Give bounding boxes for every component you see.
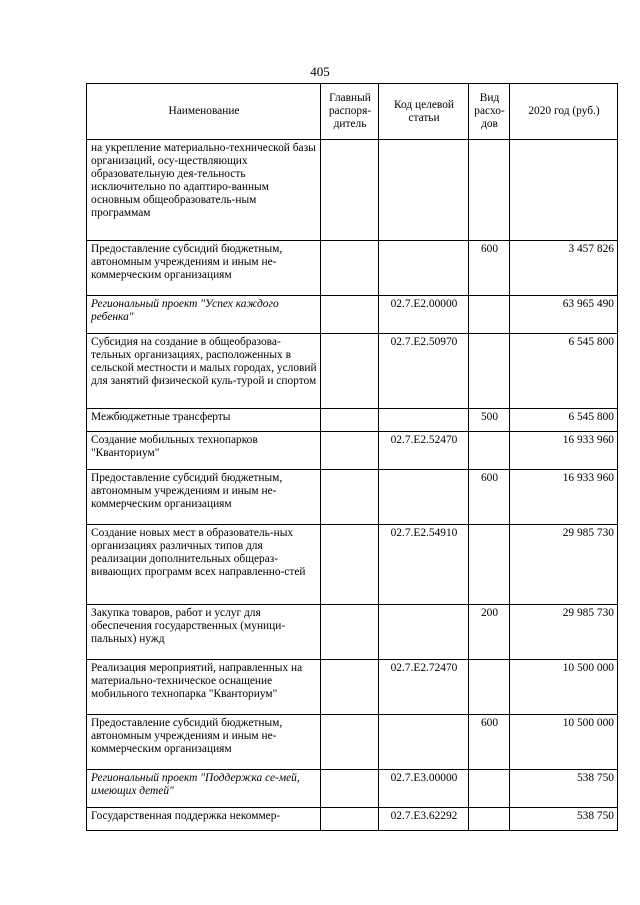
cell-name: Предоставление субсидий бюджетным, автономным учреждениям и иным не-коммерческим организациям [87,241,321,296]
cell-amount: 29 985 730 [510,525,618,605]
header-type: Вид расхо-дов [469,84,510,140]
cell-type: 600 [469,241,510,296]
cell-amount: 538 750 [510,770,618,808]
cell-code: 02.7.E2.52470 [379,432,469,470]
table-row [87,409,618,432]
header-name: Наименование [87,84,321,140]
cell-admin [321,140,379,241]
cell-admin [321,808,379,831]
cell-admin [321,241,379,296]
cell-name: Создание мобильных технопарков "Кванториум" [87,432,321,470]
cell-code [379,241,469,296]
cell-code: 02.7.E2.72470 [379,660,469,715]
cell-type [469,660,510,715]
cell-amount: 10 500 000 [510,660,618,715]
cell-name: Межбюджетные трансферты [87,409,321,432]
cell-admin [321,409,379,432]
cell-name: Региональный проект "Успех каждого ребенка" [87,296,321,334]
cell-code [379,605,469,660]
header-amount: 2020 год (руб.) [510,84,618,140]
table-row [87,470,618,525]
header-code: Код целевой статьи [379,84,469,140]
cell-type [469,525,510,605]
cell-code: 02.7.E2.50970 [379,334,469,409]
cell-admin [321,605,379,660]
cell-code [379,715,469,770]
cell-amount: 6 545 800 [510,334,618,409]
cell-code [379,140,469,241]
cell-admin [321,715,379,770]
page-number: 405 [310,64,330,79]
cell-type [469,808,510,831]
table-row [87,296,618,334]
cell-code [379,409,469,432]
table-row [87,715,618,770]
cell-type: 600 [469,470,510,525]
table-row [87,605,618,660]
cell-amount [510,140,618,241]
table-body [87,140,618,831]
cell-code: 02.7.E2.54910 [379,525,469,605]
cell-name: на укрепление материально-технической базы организаций, осу-ществляющих образовательную дея-тельность исключительно по адаптиро-ванным основным общеобразователь-ным программам [87,140,321,241]
cell-name: Государственная поддержка некоммер- [87,808,321,831]
table-row [87,432,618,470]
cell-admin [321,432,379,470]
cell-name: Предоставление субсидий бюджетным, автономным учреждениям и иным не-коммерческим организациям [87,470,321,525]
cell-name: Закупка товаров, работ и услуг для обеспечения государственных (муници-пальных) нужд [87,605,321,660]
cell-admin [321,470,379,525]
cell-name: Предоставление субсидий бюджетным, автономным учреждениям и иным не-коммерческим организациям [87,715,321,770]
cell-type [469,432,510,470]
cell-type: 500 [469,409,510,432]
cell-name: Субсидия на создание в общеобразова-тельных организациях, расположенных в сельской местности и малых городах, условий для занятий физической куль-турой и спортом [87,334,321,409]
cell-code: 02.7.E3.62292 [379,808,469,831]
table-row [87,241,618,296]
cell-type [469,140,510,241]
cell-admin [321,296,379,334]
cell-admin [321,770,379,808]
cell-admin [321,334,379,409]
cell-amount: 538 750 [510,808,618,831]
cell-type [469,296,510,334]
cell-name: Региональный проект "Поддержка се-мей, имеющих детей" [87,770,321,808]
cell-amount: 16 933 960 [510,432,618,470]
cell-type: 600 [469,715,510,770]
table-row [87,770,618,808]
cell-code: 02.7.E2.00000 [379,296,469,334]
table-row [87,334,618,409]
table-row [87,140,618,241]
budget-table [86,83,618,831]
cell-name: Реализация мероприятий, направленных на материально-техническое оснащение мобильного технопарка "Кванториум" [87,660,321,715]
cell-type: 200 [469,605,510,660]
cell-name: Создание новых мест в образователь-ных организациях различных типов для реализации дополнительных общераз-вивающих программ всех направленно-стей [87,525,321,605]
cell-type [469,770,510,808]
cell-amount: 63 965 490 [510,296,618,334]
table-header [87,84,618,140]
table-row [87,808,618,831]
cell-admin [321,525,379,605]
cell-code: 02.7.E3.00000 [379,770,469,808]
cell-amount: 16 933 960 [510,470,618,525]
cell-amount: 10 500 000 [510,715,618,770]
cell-amount: 3 457 826 [510,241,618,296]
cell-amount: 29 985 730 [510,605,618,660]
cell-type [469,334,510,409]
cell-code [379,470,469,525]
table-row [87,660,618,715]
table-row [87,525,618,605]
header-admin: Главный распоря-дитель [321,84,379,140]
cell-admin [321,660,379,715]
cell-amount: 6 545 800 [510,409,618,432]
